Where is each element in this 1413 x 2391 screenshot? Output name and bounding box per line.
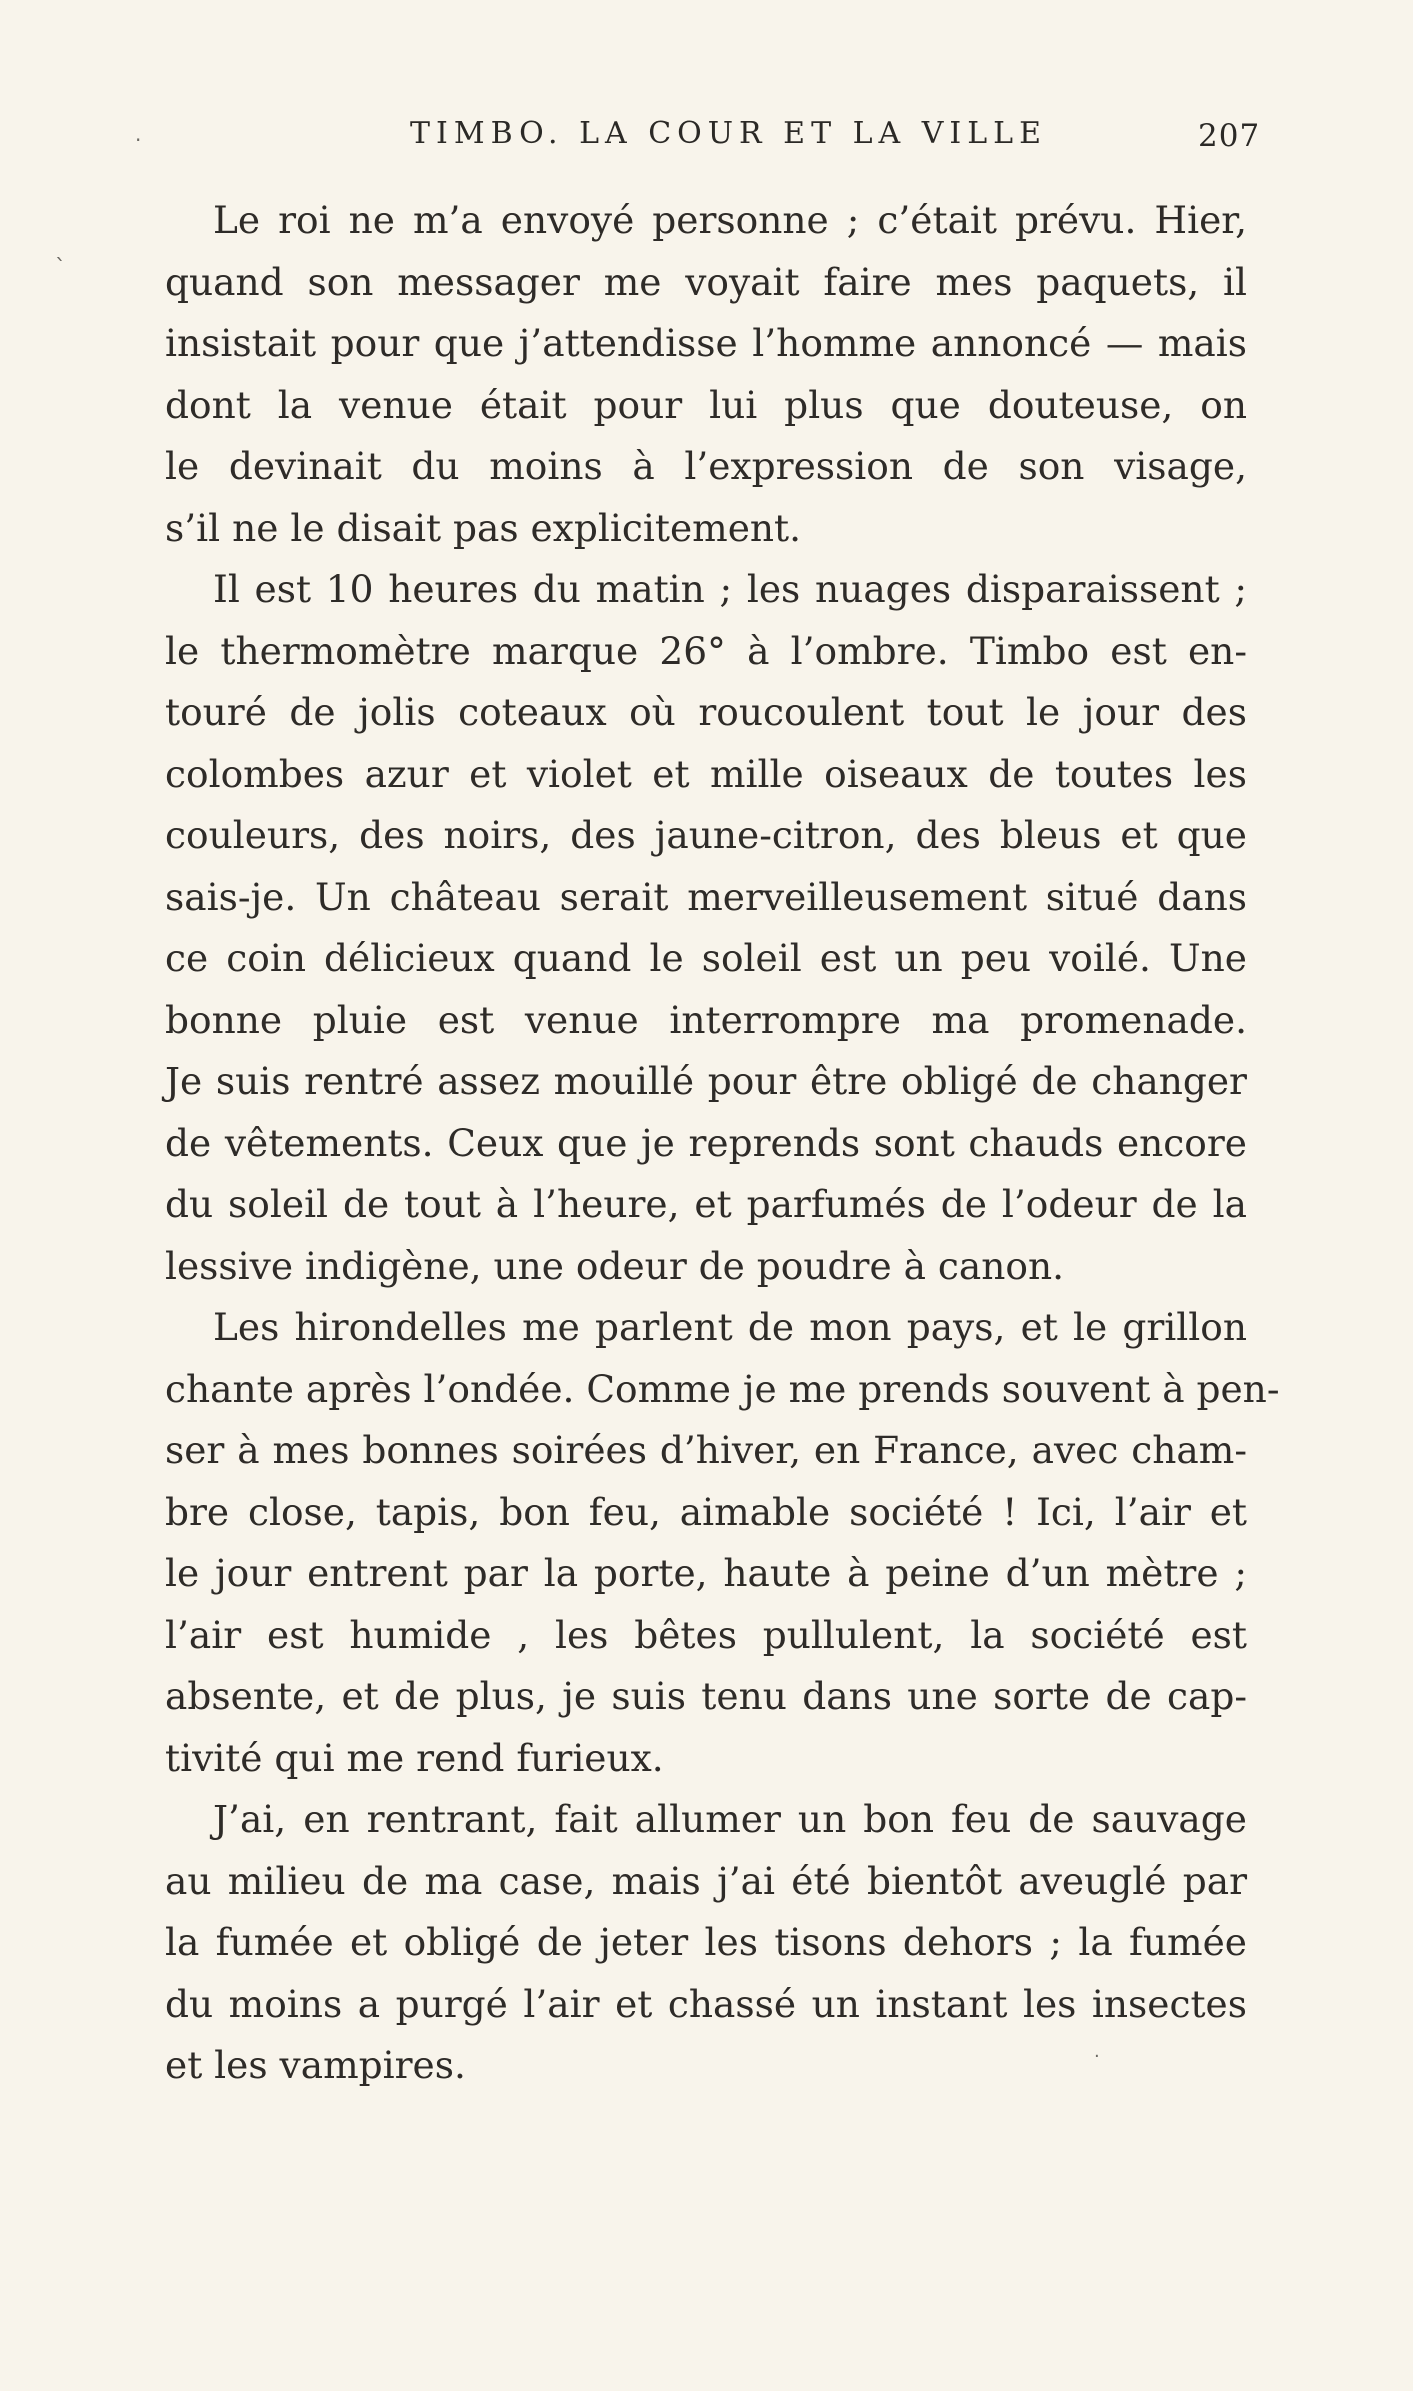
- text-line: dont la venue était pour lui plus que douteuse, on: [165, 382, 1247, 427]
- text-line: la fumée et obligé de jeter les tisons dehors ; la fumée: [165, 1920, 1247, 1964]
- text-line: le jour entrent par la porte, haute à peine d’un mètre ;: [165, 1551, 1247, 1595]
- text-line: au milieu de ma case, mais j’ai été bientôt aveuglé par: [165, 1858, 1247, 1903]
- text-line: Il est 10 heures du matin ; les nuages disparaissent ;: [213, 567, 1247, 611]
- text-line: tivité qui me rend furieux.: [165, 1735, 664, 1780]
- page-number: 207: [1198, 118, 1261, 154]
- text-line: de vêtements. Ceux que je reprends sont chauds encore: [165, 1120, 1247, 1165]
- text-line: couleurs, des noirs, des jaune-citron, des bleus et que: [165, 813, 1247, 857]
- running-header: [0, 116, 1413, 160]
- text-line: J’ai, en rentrant, fait allumer un bon feu de sauvage: [213, 1797, 1247, 1841]
- text-line: le devinait du moins à l’expression de son visage,: [165, 444, 1247, 488]
- text-line: quand son messager me voyait faire mes paquets, il: [165, 259, 1247, 304]
- text-line: du moins a purgé l’air et chassé un instant les insectes: [165, 1981, 1247, 2026]
- text-line: s’il ne le disait pas explicitement.: [165, 505, 802, 550]
- text-line: du soleil de tout à l’heure, et parfumés de l’odeur de la: [165, 1182, 1247, 1226]
- text-line: chante après l’ondée. Comme je me prends souvent à pen-: [165, 1366, 1280, 1411]
- text-line: Les hirondelles me parlent de mon pays, et le grillon: [213, 1305, 1247, 1349]
- page-mark-left: `: [55, 256, 66, 281]
- text-line: bonne pluie est venue interrompre ma promenade.: [165, 997, 1247, 1042]
- text-line: ser à mes bonnes soirées d’hiver, en France, avec cham-: [165, 1428, 1247, 1472]
- chapter-title: TIMBO. LA COUR ET LA VILLE: [410, 116, 1047, 151]
- text-line: Je suis rentré assez mouillé pour être obligé de changer: [165, 1059, 1247, 1103]
- body-text: [165, 190, 1280, 2097]
- text-line: Le roi ne m’a envoyé personne ; c’était prévu. Hier,: [213, 198, 1247, 242]
- page-mark-top-left: ·: [135, 128, 142, 152]
- text-line: et les vampires.: [165, 2043, 466, 2087]
- text-line: touré de jolis coteaux où roucoulent tout le jour des: [165, 690, 1247, 734]
- text-line: le thermomètre marque 26° à l’ombre. Timbo est en-: [165, 628, 1247, 673]
- text-line: l’air est humide , les bêtes pullulent, la société est: [165, 1612, 1247, 1657]
- text-line: lessive indigène, une odeur de poudre à canon.: [165, 1243, 1065, 1288]
- text-line: sais-je. Un château serait merveilleusement situé dans: [165, 874, 1247, 919]
- text-line: bre close, tapis, bon feu, aimable société ! Ici, l’air et: [165, 1489, 1247, 1534]
- text-line: absente, et de plus, je suis tenu dans une sorte de cap-: [165, 1674, 1247, 1718]
- text-line: colombes azur et violet et mille oiseaux de toutes les: [165, 751, 1247, 796]
- page-mark-right: ·: [1094, 2046, 1100, 2067]
- text-line: insistait pour que j’attendisse l’homme annoncé — mais: [165, 321, 1247, 365]
- text-line: ce coin délicieux quand le soleil est un peu voilé. Une: [165, 936, 1247, 980]
